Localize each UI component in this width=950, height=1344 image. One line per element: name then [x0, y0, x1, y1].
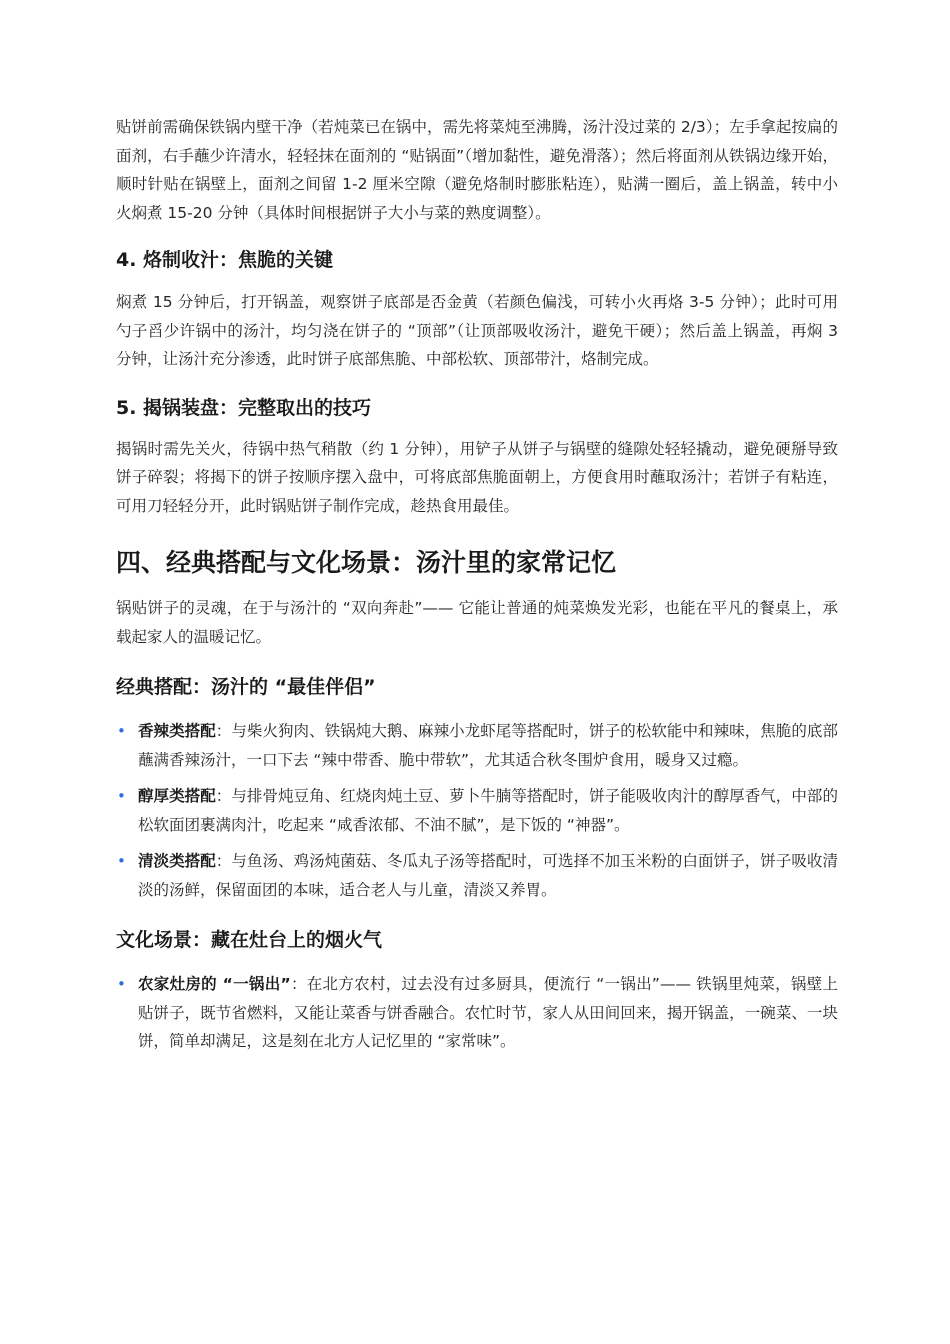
pairing-label: 醇厚类搭配 — [138, 787, 216, 805]
paragraph-step-5: 揭锅时需先关火，待锅中热气稍散（约 1 分钟），用铲子从饼子与锅壁的缝隙处轻轻撬动，避免硬掰导致饼子碎裂；将揭下的饼子按顺序摆入盘中，可将底部焦脆面朝上，方便食用时蘸取汤汁；若饼子有粘连，可用刀轻轻分开，此时锅贴饼子制作完成，趁热食用最佳。 — [116, 439, 838, 515]
pairing-item-light — [116, 847, 838, 904]
heading-step-4: 4. 烙制收汁：焦脆的关键 — [116, 249, 334, 271]
paragraph-sticking-dough: 贴饼前需确保铁锅内壁干净（若炖菜已在锅中，需先将菜炖至沸腾，汤汁没过菜的 2/3）；左手拿起按扁的面剂，右手蘸少许清水，轻轻抹在面剂的 “贴锅面”（增加黏性，避免滑落）；然后将面剂从铁锅边缘开始，顺时针贴在锅壁上，面剂之间留 1-2 厘米空隙（避免烙制时膨胀粘连），贴满一圈后，盖上锅盖，转中小火焖煮 15-20 分钟（具体时间根据饼子大小与菜的熟度调整）。 — [116, 118, 838, 222]
bullet-icon: • — [117, 975, 126, 993]
pairing-label: 香辣类搭配 — [138, 722, 216, 740]
pairing-label: 清淡类搭配 — [138, 852, 216, 870]
culture-text: ：在北方农村，过去没有过多厨具，便流行 “一锅出”—— 铁锅里炖菜，锅壁上贴饼子，既节省燃料，又能让菜香与饼香融合。农忙时节，家人从田间回来，揭开锅盖，一碗菜、一块饼，简单却满足，这是刻在北方人记忆里的 “家常味”。 — [138, 975, 838, 1050]
bullet-icon: • — [117, 722, 126, 740]
bullet-icon: • — [117, 787, 126, 805]
paragraph-section-4-intro: 锅贴饼子的灵魂，在于与汤汁的 “双向奔赴”—— 它能让普通的炖菜焕发光彩，也能在平凡的餐桌上，承载起家人的温暖记忆。 — [116, 599, 838, 646]
culture-label: 农家灶房的 “一锅出” — [138, 975, 291, 993]
pairing-text: ：与柴火狗肉、铁锅炖大鹅、麻辣小龙虾尾等搭配时，饼子的松软能中和辣味，焦脆的底部蘸满香辣汤汁，一口下去 “辣中带香、脆中带软”，尤其适合秋冬围炉食用，暖身又过瘾。 — [138, 722, 838, 769]
document-page — [116, 113, 838, 1056]
heading-step-5: 5. 揭锅装盘：完整取出的技巧 — [116, 396, 372, 419]
pairing-item-rich — [116, 782, 838, 839]
heading-section-4: 四、经典搭配与文化场景：汤汁里的家常记忆 — [116, 548, 617, 577]
pairing-list — [116, 717, 838, 904]
pairing-text: ：与鱼汤、鸡汤炖菌菇、冬瓜丸子汤等搭配时，可选择不加玉米粉的白面饼子，饼子吸收清淡的汤鲜，保留面团的本味，适合老人与儿童，清淡又养胃。 — [138, 852, 838, 899]
heading-classic-pairing: 经典搭配：汤汁的 “最佳伴侣” — [116, 676, 376, 698]
paragraph-step-4: 焖煮 15 分钟后，打开锅盖，观察饼子底部是否金黄（若颜色偏浅，可转小火再烙 3-5 分钟）；此时可用勺子舀少许锅中的汤汁，均匀浇在饼子的 “顶部”（让顶部吸收汤汁，避免干硬）；然后盖上锅盖，再焖 3 分钟，让汤汁充分渗透，此时饼子底部焦脆、中部松软、顶部带汁，烙制完成。 — [116, 293, 838, 368]
heading-culture-scene: 文化场景：藏在灶台上的烟火气 — [116, 929, 383, 951]
culture-item-farm-kitchen — [116, 970, 838, 1056]
pairing-item-spicy — [116, 717, 838, 774]
pairing-text: ：与排骨炖豆角、红烧肉炖土豆、萝卜牛腩等搭配时，饼子能吸收肉汁的醇厚香气，中部的松软面团裹满肉汁，吃起来 “咸香浓郁、不油不腻”，是下饭的 “神器”。 — [138, 787, 838, 834]
culture-list — [116, 970, 838, 1056]
bullet-icon: • — [117, 852, 126, 870]
